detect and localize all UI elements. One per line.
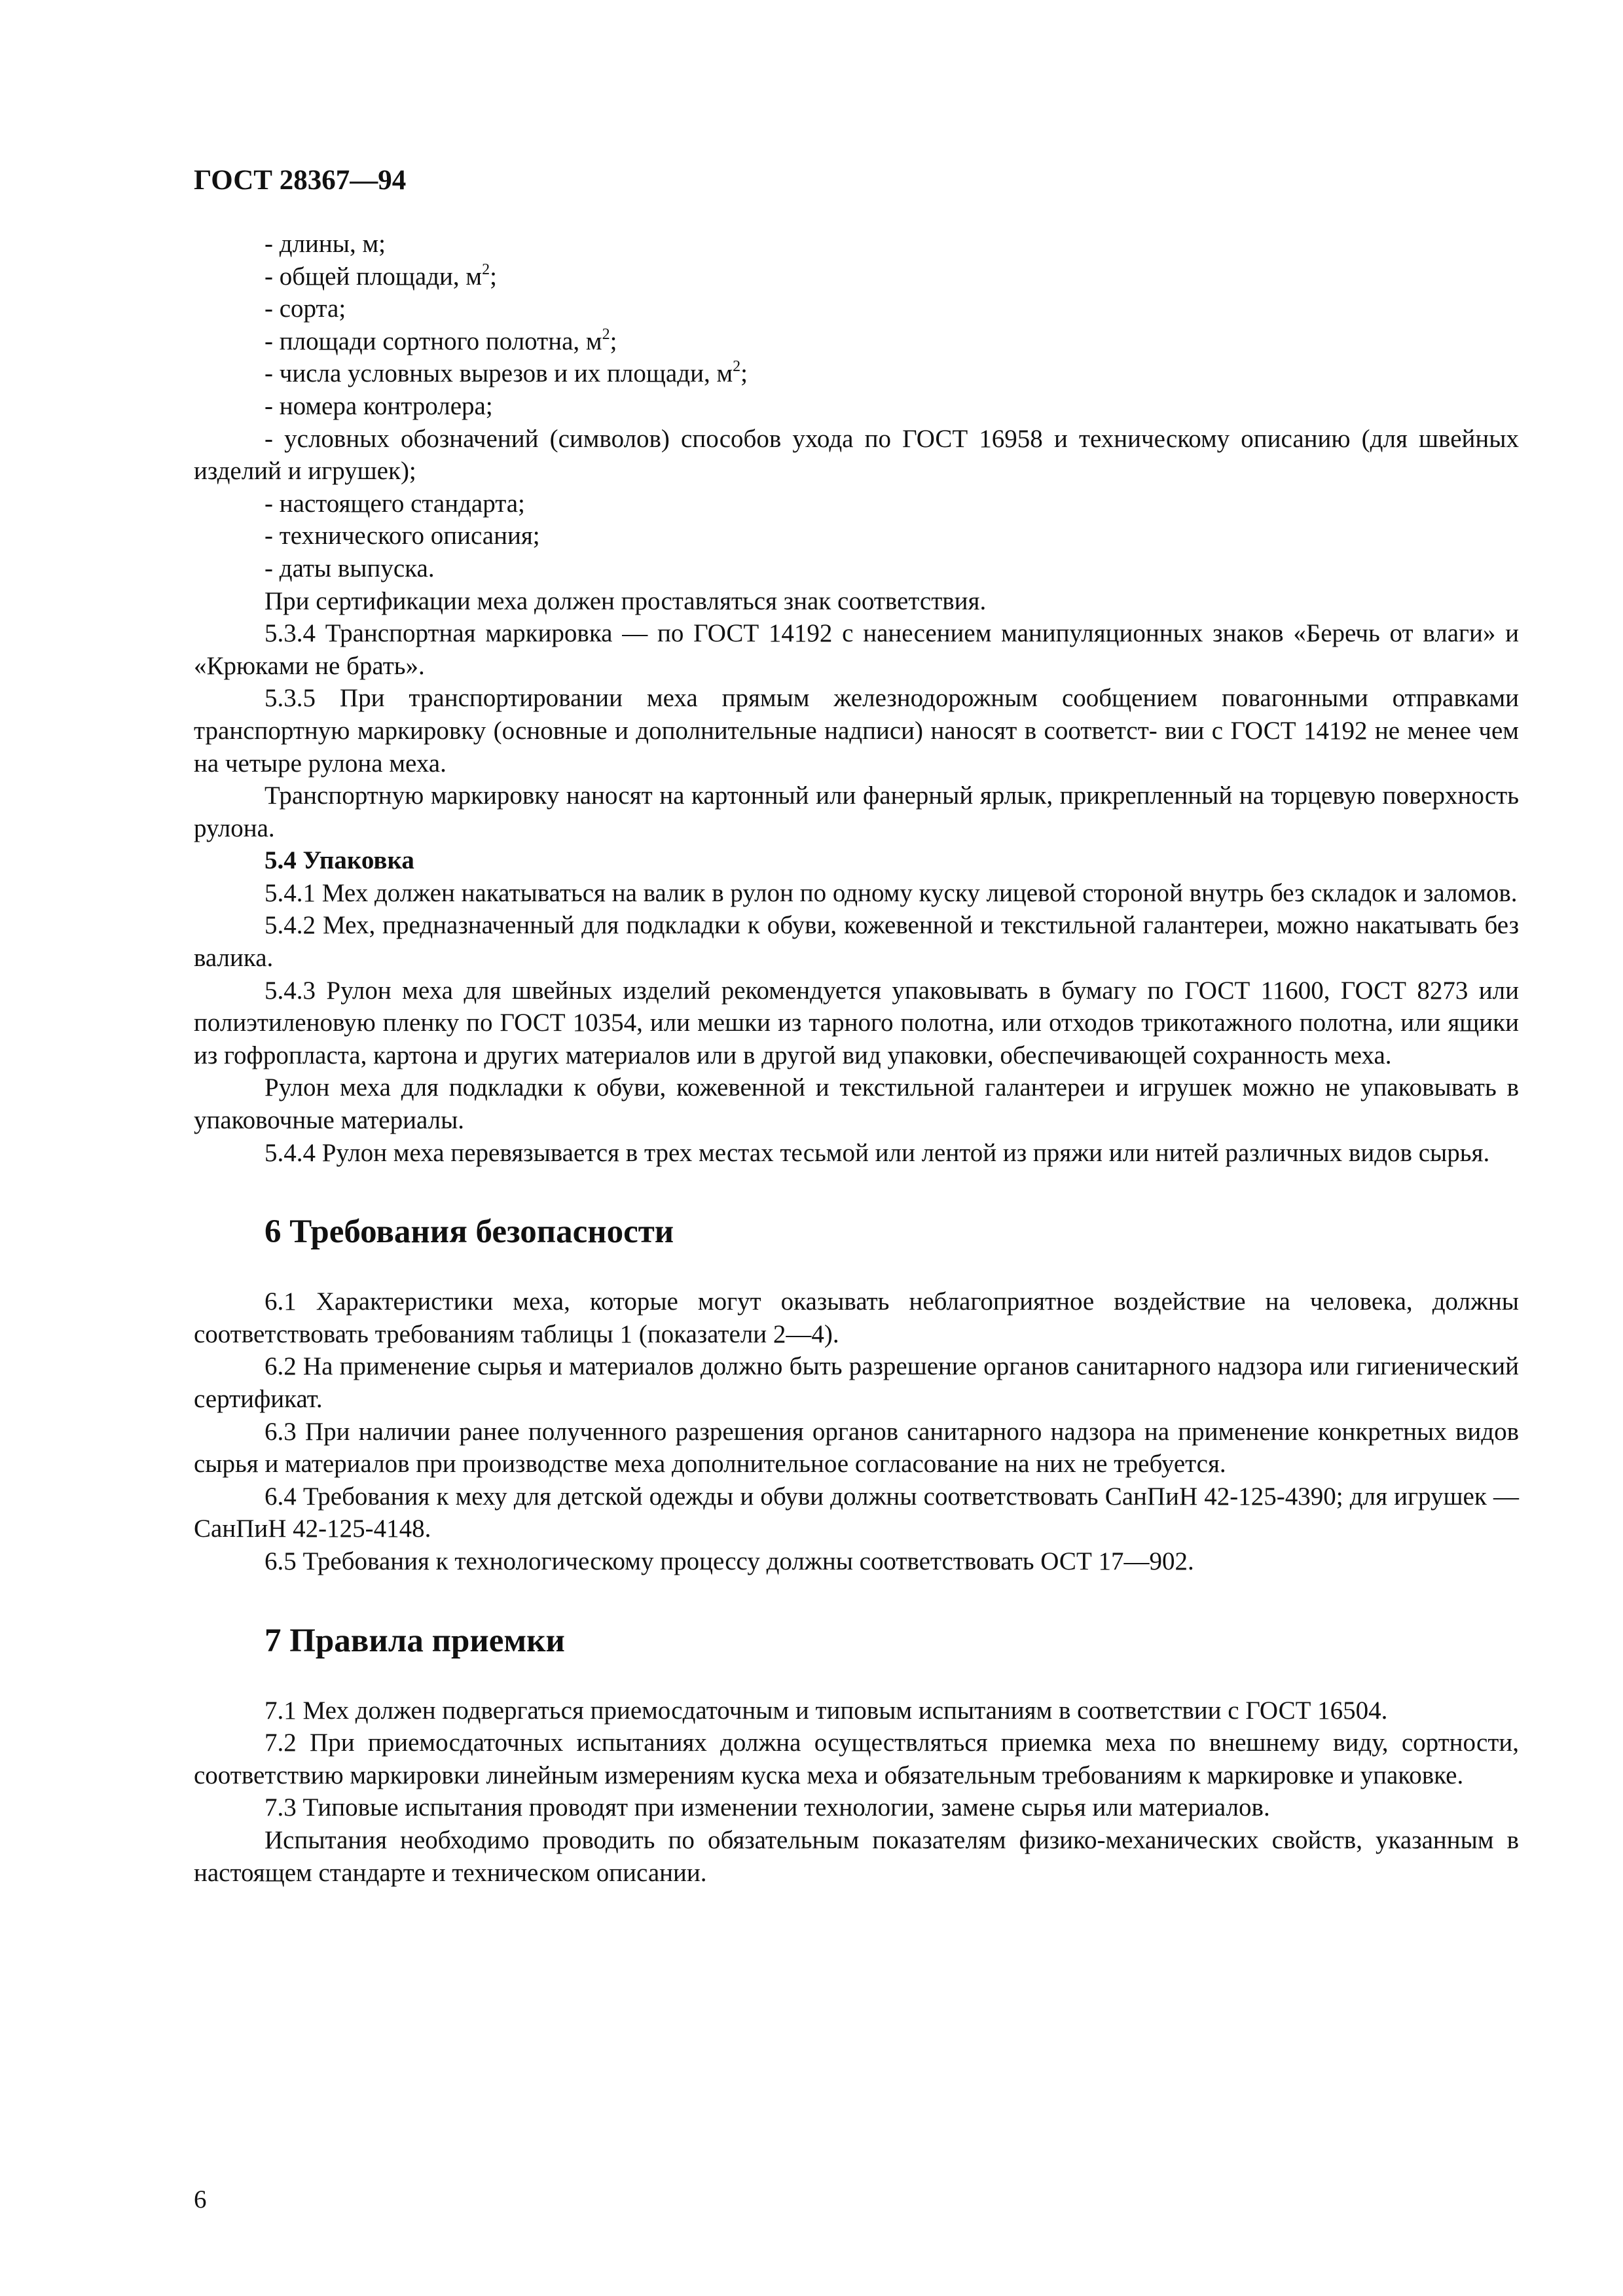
list-item: - длины, м; — [264, 230, 386, 258]
list-item: - настоящего стандарта; — [264, 489, 525, 518]
paragraph-6-3: 6.3 При наличии ранее полученного разрешения органов санитарного надзора на применение конкретных видов сырья и материалов при производстве меха дополнительное согласование на них не требуется. — [194, 1417, 1519, 1479]
paragraph-6-5: 6.5 Требования к технологическому процессу должны соответствовать ОСТ 17—902. — [264, 1547, 1194, 1575]
section-heading-6: 6 Требования безопасности — [264, 1213, 674, 1251]
paragraph-6-4: 6.4 Требования к меху для детской одежды и обуви должны соответствовать СанПиН 42-125-4390; для игрушек — СанПиН 42-125-4148. — [194, 1482, 1519, 1543]
paragraph-6-1: 6.1 Характеристики меха, которые могут оказывать неблагоприятное воздействие на человека, должны соответствовать требованиям таблицы 1 (показатели 2—4). — [194, 1287, 1519, 1348]
paragraph-5-3-4: 5.3.4 Транспортная маркировка — по ГОСТ 14192 с нанесением манипуляционных знаков «Беречь от влаги» и «Крюками не брать». — [194, 619, 1519, 680]
paragraph-5-4-2: 5.4.2 Мех, предназначенный для подкладки к обуви, кожевенной и текстильной галантереи, можно накатывать без валика. — [194, 911, 1519, 973]
list-item: - числа условных вырезов и их площади, $м^2$; — [264, 358, 748, 388]
list-item: - сорта; — [264, 295, 346, 323]
list-item: - номера контролера; — [264, 391, 493, 420]
section-heading-7: 7 Правила приемки — [264, 1622, 565, 1659]
document-page — [194, 164, 1519, 1889]
page-number: 6 — [194, 2185, 207, 2214]
list-item: - технического описания; — [264, 522, 540, 550]
superscript: 2 — [602, 325, 610, 343]
superscript: 2 — [733, 358, 741, 376]
list-item: - площади сортного полотна, $м^2$; — [264, 325, 617, 355]
paragraph-5-4-3: 5.4.3 Рулон меха для швейных изделий рекомендуется упаковывать в бумагу по ГОСТ 11600, ГОСТ 8273 или полиэтиленовую пленку по ГОСТ 10354, или мешки из тарного полотна, или отходов трикотажного полотна, или ящики из гофропласта, картона и других материалов или в другой вид упаковки, обеспечивающей сохранность меха. — [194, 976, 1519, 1069]
superscript: 2 — [482, 260, 490, 278]
list-item: - общей площади, $м^2$; — [264, 260, 497, 291]
paragraph: Рулон меха для подкладки к обуви, кожевенной и текстильной галантереи и игрушек можно не упаковывать в упаковочные материалы. — [194, 1073, 1519, 1135]
subsection-heading-5-4: 5.4 Упаковка — [264, 846, 414, 875]
list-item: - даты выпуска. — [264, 554, 435, 583]
paragraph-5-4-4: 5.4.4 Рулон меха перевязывается в трех местах тесьмой или лентой из пряжи или нитей различных видов сырья. — [264, 1138, 1490, 1167]
paragraph: Транспортную маркировку наносят на картонный или фанерный ярлык, прикрепленный на торцевую поверхность рулона. — [194, 781, 1519, 842]
marking-list — [194, 228, 1519, 585]
paragraph-7-1: 7.1 Мех должен подвергаться приемосдаточным и типовым испытаниям в соответствии с ГОСТ 16504. — [264, 1696, 1388, 1725]
paragraph-7-2: 7.2 При приемосдаточных испытаниях должна осуществляться приемка меха по внешнему виду, сортности, соответствию маркировки линейным измерениям куска меха и обязательным требованиям к маркировке и упаковке. — [194, 1729, 1519, 1789]
list-item: - условных обозначений (символов) способов ухода по ГОСТ 16958 и техническому описанию (для швейных изделий и игрушек); — [194, 424, 1519, 486]
paragraph-7-3: 7.3 Типовые испытания проводят при изменении технологии, замене сырья или материалов. — [264, 1793, 1270, 1822]
paragraph-5-3-5: 5.3.5 При транспортировании меха прямым железнодорожным сообщением повагонными отправками транспортную маркировку (основные и дополнительные надписи) наносят в соответст- вии с ГОСТ 14192 не менее чем на четыре рулона меха. — [194, 684, 1519, 778]
paragraph-5-4-1: 5.4.1 Мех должен накатываться на валик в рулон по одному куску лицевой стороной внутрь без складок и заломов. — [264, 878, 1518, 907]
paragraph: При сертификации меха должен проставляться знак соответствия. — [264, 586, 987, 615]
paragraph-6-2: 6.2 На применение сырья и материалов должно быть разрешение органов санитарного надзора или гигиенический сертификат. — [194, 1352, 1519, 1413]
paragraph: Испытания необходимо проводить по обязательным показателям физико-механических свойств, указанным в настоящем стандарте и техническом описании. — [194, 1825, 1519, 1887]
document-header: ГОСТ 28367—94 — [194, 165, 407, 196]
